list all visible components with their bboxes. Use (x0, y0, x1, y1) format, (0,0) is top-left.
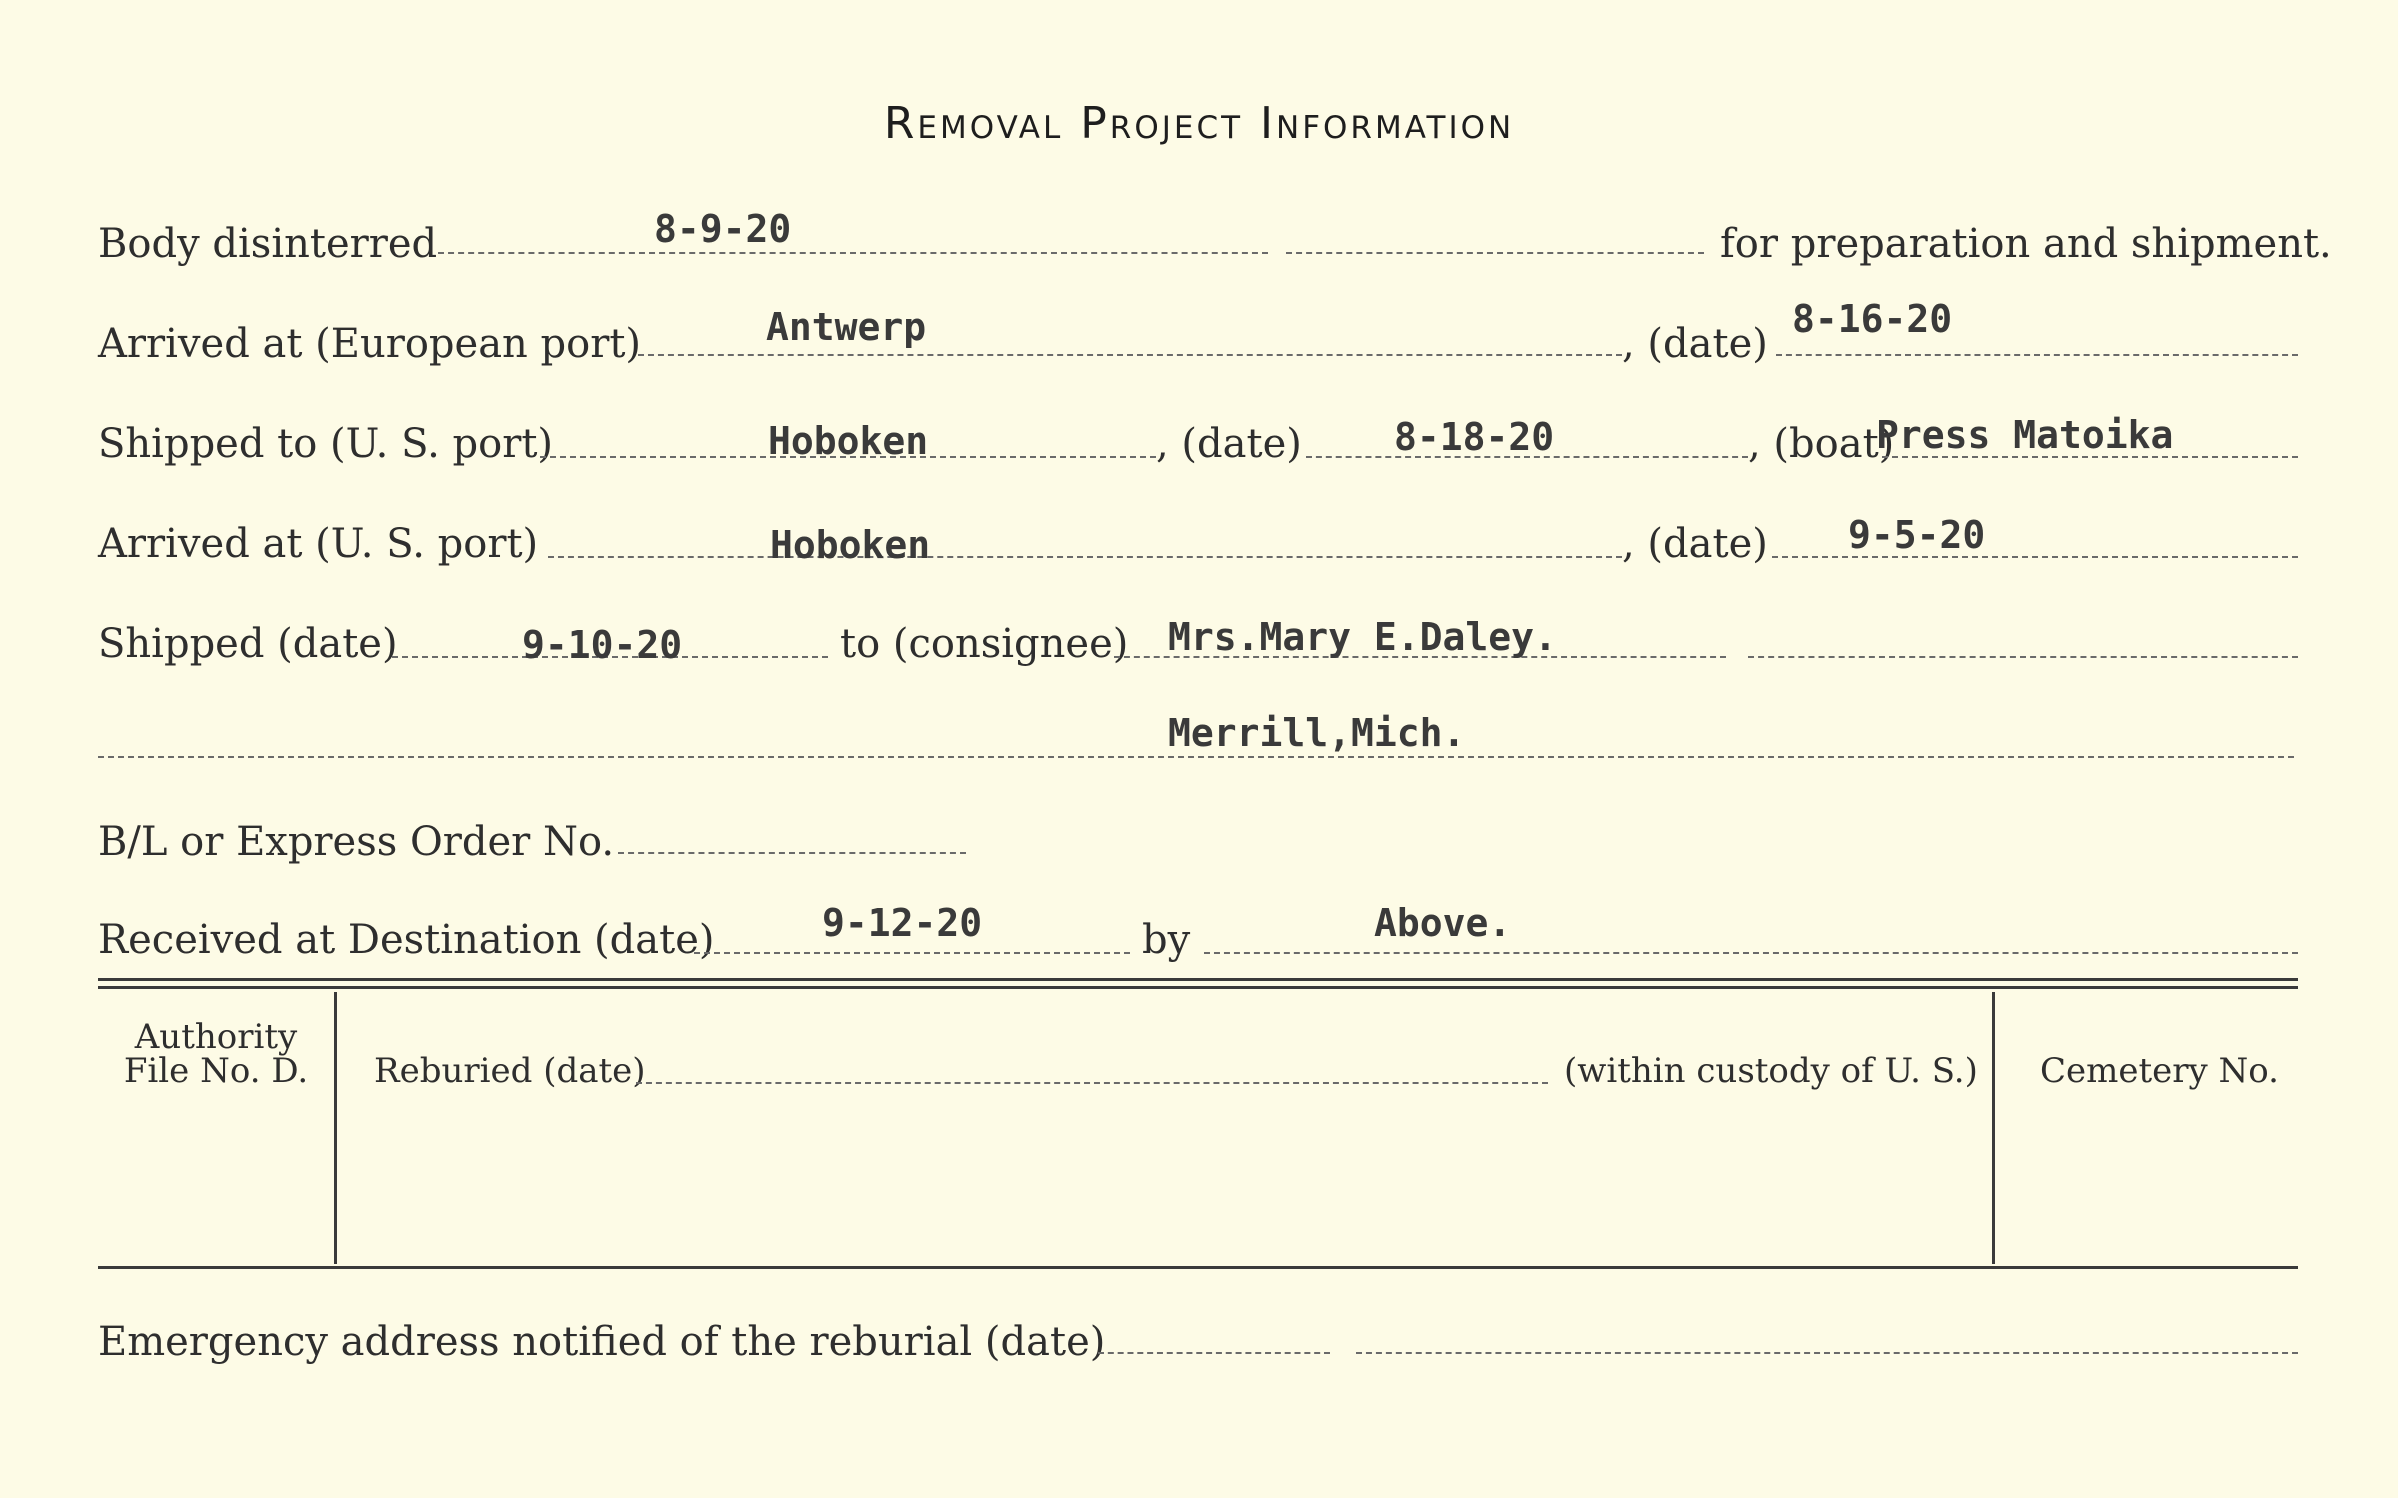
shipped-us-label: Shipped to (U. S. port) (98, 421, 553, 467)
arrived-european-date-line (1776, 354, 2298, 356)
card-title: Removal Project Information (883, 98, 1515, 149)
shipped-date-value: 9-10-20 (522, 623, 683, 667)
reburied-line (636, 1082, 1548, 1084)
received-by-line (1204, 952, 2298, 954)
shipped-us-boat-label: , (boat) (1748, 421, 1895, 467)
arrived-us-line (548, 556, 1622, 558)
arrived-european-date-label: , (date) (1622, 321, 1768, 367)
box-divider-left (334, 992, 337, 1264)
arrived-us-label: Arrived at (U. S. port) (98, 521, 539, 567)
consignee-address-value: Merrill,Mich. (1168, 711, 1466, 755)
emergency-line-2 (1356, 1352, 2298, 1354)
reburied-label: Reburied (date) (374, 1051, 646, 1091)
custody-label: (within custody of U. S.) (1564, 1051, 1978, 1091)
shipped-us-date-value: 8-18-20 (1394, 415, 1555, 459)
authority-label-line1: Authority (134, 1017, 298, 1057)
arrived-us-date-label: , (date) (1622, 521, 1768, 567)
arrived-european-value: Antwerp (766, 305, 927, 349)
emergency-label: Emergency address notified of the reburial (date) (98, 1319, 1106, 1365)
arrived-european-line (638, 354, 1622, 356)
body-disinterred-line-2 (1286, 252, 1704, 254)
arrived-us-date-value: 9-5-20 (1848, 513, 1986, 557)
received-by-value: Above. (1374, 901, 1512, 945)
body-disinterred-suffix: for preparation and shipment. (1720, 221, 2332, 267)
received-date-line (694, 952, 1130, 954)
body-disinterred-label: Body disinterred (98, 221, 438, 267)
bl-line (618, 852, 966, 854)
double-rule-bottom (98, 986, 2298, 989)
arrived-european-label: Arrived at (European port) (98, 321, 642, 367)
consignee-line-2 (1748, 656, 2298, 658)
address-line (98, 756, 2294, 758)
bl-label: B/L or Express Order No. (98, 819, 615, 865)
received-by-label: by (1142, 917, 1191, 963)
emergency-line (1098, 1352, 1330, 1354)
cemetery-no-label: Cemetery No. (2040, 1051, 2279, 1091)
arrived-us-value: Hoboken (770, 523, 931, 567)
body-disinterred-line (438, 252, 1268, 254)
shipped-us-date-label: , (date) (1156, 421, 1302, 467)
body-disinterred-value: 8-9-20 (654, 207, 792, 251)
received-label: Received at Destination (date) (98, 917, 715, 963)
received-date-value: 9-12-20 (822, 901, 983, 945)
authority-label-line2: File No. D. (123, 1051, 309, 1091)
double-rule-top (98, 978, 2298, 981)
arrived-european-date-value: 8-16-20 (1792, 297, 1953, 341)
box-divider-right (1992, 992, 1995, 1264)
box-bottom-rule (98, 1266, 2298, 1269)
shipped-label: Shipped (date) (98, 621, 398, 667)
shipped-us-boat-value: Press Matoika (1876, 413, 2174, 457)
shipped-us-value: Hoboken (768, 419, 929, 463)
consignee-value: Mrs.Mary E.Daley. (1168, 615, 1557, 659)
consignee-label: to (consignee) (840, 621, 1129, 667)
